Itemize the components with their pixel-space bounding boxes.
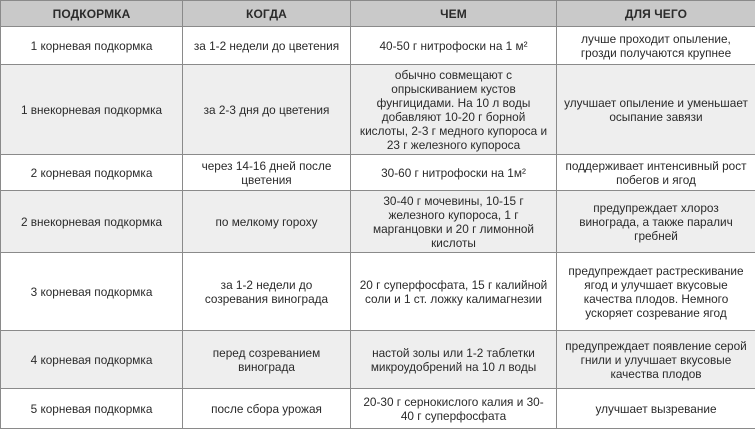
cell-when: после сбора урожая (183, 389, 351, 429)
cell-feeding: 4 корневая подкормка (1, 331, 183, 389)
table-row (1, 389, 755, 429)
header-feeding: ПОДКОРМКА (1, 1, 183, 27)
cell-what: 20-30 г сернокислого калия и 30-40 г суперфосфата (351, 389, 557, 429)
table-header (1, 1, 755, 27)
cell-why: предупреждает хлороз винограда, а также паралич гребней (557, 191, 755, 253)
cell-what: 30-60 г нитрофоски на 1м² (351, 155, 557, 191)
table-row (1, 331, 755, 389)
cell-when: по мелкому гороху (183, 191, 351, 253)
cell-when: перед созреванием винограда (183, 331, 351, 389)
cell-feeding: 2 корневая подкормка (1, 155, 183, 191)
cell-what: 20 г суперфосфата, 15 г калийной соли и 1 ст. ложку калимагнезии (351, 253, 557, 331)
cell-what: обычно совмещают с опрыскиванием кустов фунгицидами. На 10 л воды добавляют 10-20 г борной кислоты, 2-3 г медного купороса и 23 г железного купороса (351, 65, 557, 155)
header-when: КОГДА (183, 1, 351, 27)
table-row (1, 27, 755, 65)
table-body (1, 27, 755, 429)
cell-feeding: 5 корневая подкормка (1, 389, 183, 429)
cell-when: через 14-16 дней после цветения (183, 155, 351, 191)
cell-why: лучше проходит опыление, грозди получаются крупнее (557, 27, 755, 65)
table-row (1, 65, 755, 155)
header-why: ДЛЯ ЧЕГО (557, 1, 755, 27)
cell-what: настой золы или 1-2 таблетки микроудобрений на 10 л воды (351, 331, 557, 389)
cell-why: улучшает вызревание (557, 389, 755, 429)
cell-why: улучшает опыление и уменьшает осыпание завязи (557, 65, 755, 155)
header-what: ЧЕМ (351, 1, 557, 27)
cell-feeding: 3 корневая подкормка (1, 253, 183, 331)
cell-what: 30-40 г мочевины, 10-15 г железного купороса, 1 г марганцовки и 20 г лимонной кислоты (351, 191, 557, 253)
table-row (1, 253, 755, 331)
cell-what: 40-50 г нитрофоски на 1 м² (351, 27, 557, 65)
cell-why: поддерживает интенсивный рост побегов и ягод (557, 155, 755, 191)
cell-feeding: 1 корневая подкормка (1, 27, 183, 65)
cell-feeding: 2 внекорневая подкормка (1, 191, 183, 253)
header-row (1, 1, 755, 27)
cell-feeding: 1 внекорневая подкормка (1, 65, 183, 155)
cell-why: предупреждает растрескивание ягод и улучшает вкусовые качества плодов. Немного ускоряет созревание ягод (557, 253, 755, 331)
table-row (1, 191, 755, 253)
cell-when: за 2-3 дня до цветения (183, 65, 351, 155)
cell-when: за 1-2 недели до созревания винограда (183, 253, 351, 331)
cell-why: предупреждает появление серой гнили и улучшает вкусовые качества плодов (557, 331, 755, 389)
table-row (1, 155, 755, 191)
cell-when: за 1-2 недели до цветения (183, 27, 351, 65)
